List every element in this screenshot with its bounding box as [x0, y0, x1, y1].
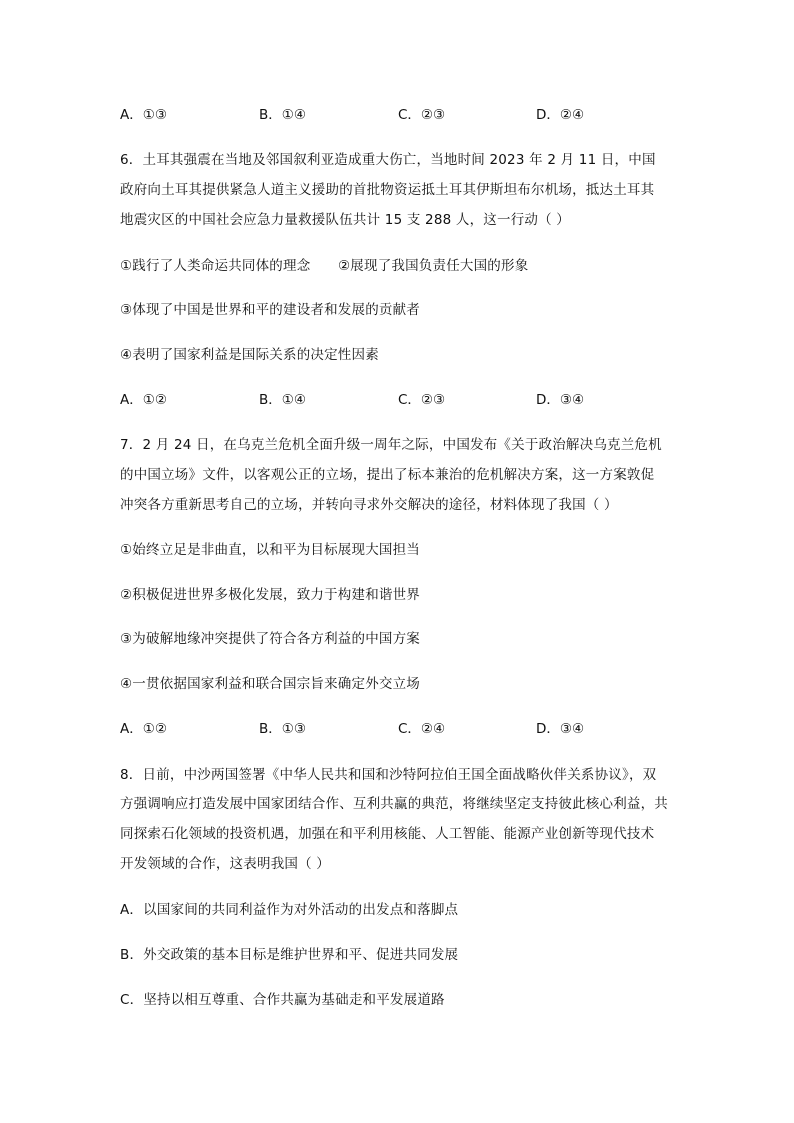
- q7-stem-line-3: 冲突各方重新思考自己的立场，并转向寻求外交解决的途径，材料体现了我国（ ）: [120, 497, 618, 513]
- q7-item-3: ③为破解地缘冲突提供了符合各方利益的中国方案: [120, 631, 421, 647]
- q7-option-c: C．②④: [398, 721, 446, 737]
- q8-stem-line-3: 同探索石化领域的投资机遇，加强在和平利用核能、人工智能、能源产业创新等现代技术: [120, 826, 655, 842]
- q6-option-c: C．②③: [398, 392, 446, 408]
- q8-stem-line-1: 8．日前，中沙两国签署《中华人民共和国和沙特阿拉伯王国全面战略伙伴关系协议》，双: [120, 767, 657, 783]
- q8-stem-line-4: 开发领域的合作，这表明我国（ ）: [120, 856, 330, 872]
- q5-option-b: B．①④: [259, 107, 306, 123]
- q6-option-d: D．③④: [536, 392, 585, 408]
- q8-choice-c: C．坚持以相互尊重、合作共赢为基础走和平发展道路: [120, 992, 445, 1008]
- q8-choice-b: B．外交政策的基本目标是维护世界和平、促进共同发展: [120, 947, 459, 963]
- q6-item-3: ③体现了中国是世界和平的建设者和发展的贡献者: [120, 302, 421, 318]
- q6-item-4: ④表明了国家利益是国际关系的决定性因素: [120, 347, 379, 363]
- q5-option-c: C．②③: [398, 107, 446, 123]
- q7-stem-line-1: 7．2 月 24 日，在乌克兰危机全面升级一周年之际，中国发布《关于政治解决乌克兰危机: [120, 437, 662, 453]
- q6-option-a: A．①②: [120, 392, 167, 408]
- q6-stem-line-3: 地震灾区的中国社会应急力量救援队伍共计 15 支 288 人，这一行动（ ）: [120, 212, 571, 228]
- q6-option-b: B．①④: [259, 392, 306, 408]
- q7-option-b: B．①③: [259, 721, 306, 737]
- q6-stem-line-1: 6．土耳其强震在当地及邻国叙利亚造成重大伤亡，当地时间 2023 年 2 月 11 日，中国: [120, 152, 656, 168]
- q6-item-2: ②展现了我国负责任大国的形象: [338, 258, 529, 274]
- q7-option-d: D．③④: [536, 721, 585, 737]
- q6-stem-line-2: 政府向土耳其提供紧急人道主义援助的首批物资运抵土耳其伊斯坦布尔机场，抵达土耳其: [120, 182, 655, 198]
- q7-item-2: ②积极促进世界多极化发展，致力于构建和谐世界: [120, 587, 421, 603]
- q7-options: [120, 717, 680, 737]
- q7-item-1: ①始终立足是非曲直，以和平为目标展现大国担当: [120, 542, 421, 558]
- q7-option-a: A．①②: [120, 721, 167, 737]
- q7-stem-line-2: 的中国立场》文件，以客观公正的立场，提出了标本兼治的危机解决方案，这一方案敦促: [120, 467, 655, 483]
- q5-option-a: A．①③: [120, 107, 167, 123]
- q8-choice-a: A．以国家间的共同利益作为对外活动的出发点和落脚点: [120, 902, 459, 918]
- q8-stem-line-2: 方强调响应打造发展中国家团结合作、互利共赢的典范，将继续坚定支持彼此核心利益，共: [120, 796, 668, 812]
- q5-options: [120, 103, 680, 123]
- q7-item-4: ④一贯依据国家利益和联合国宗旨来确定外交立场: [120, 676, 421, 692]
- q5-option-d: D．②④: [536, 107, 585, 123]
- q6-item-1: ①践行了人类命运共同体的理念: [120, 258, 311, 274]
- q6-options: [120, 388, 680, 408]
